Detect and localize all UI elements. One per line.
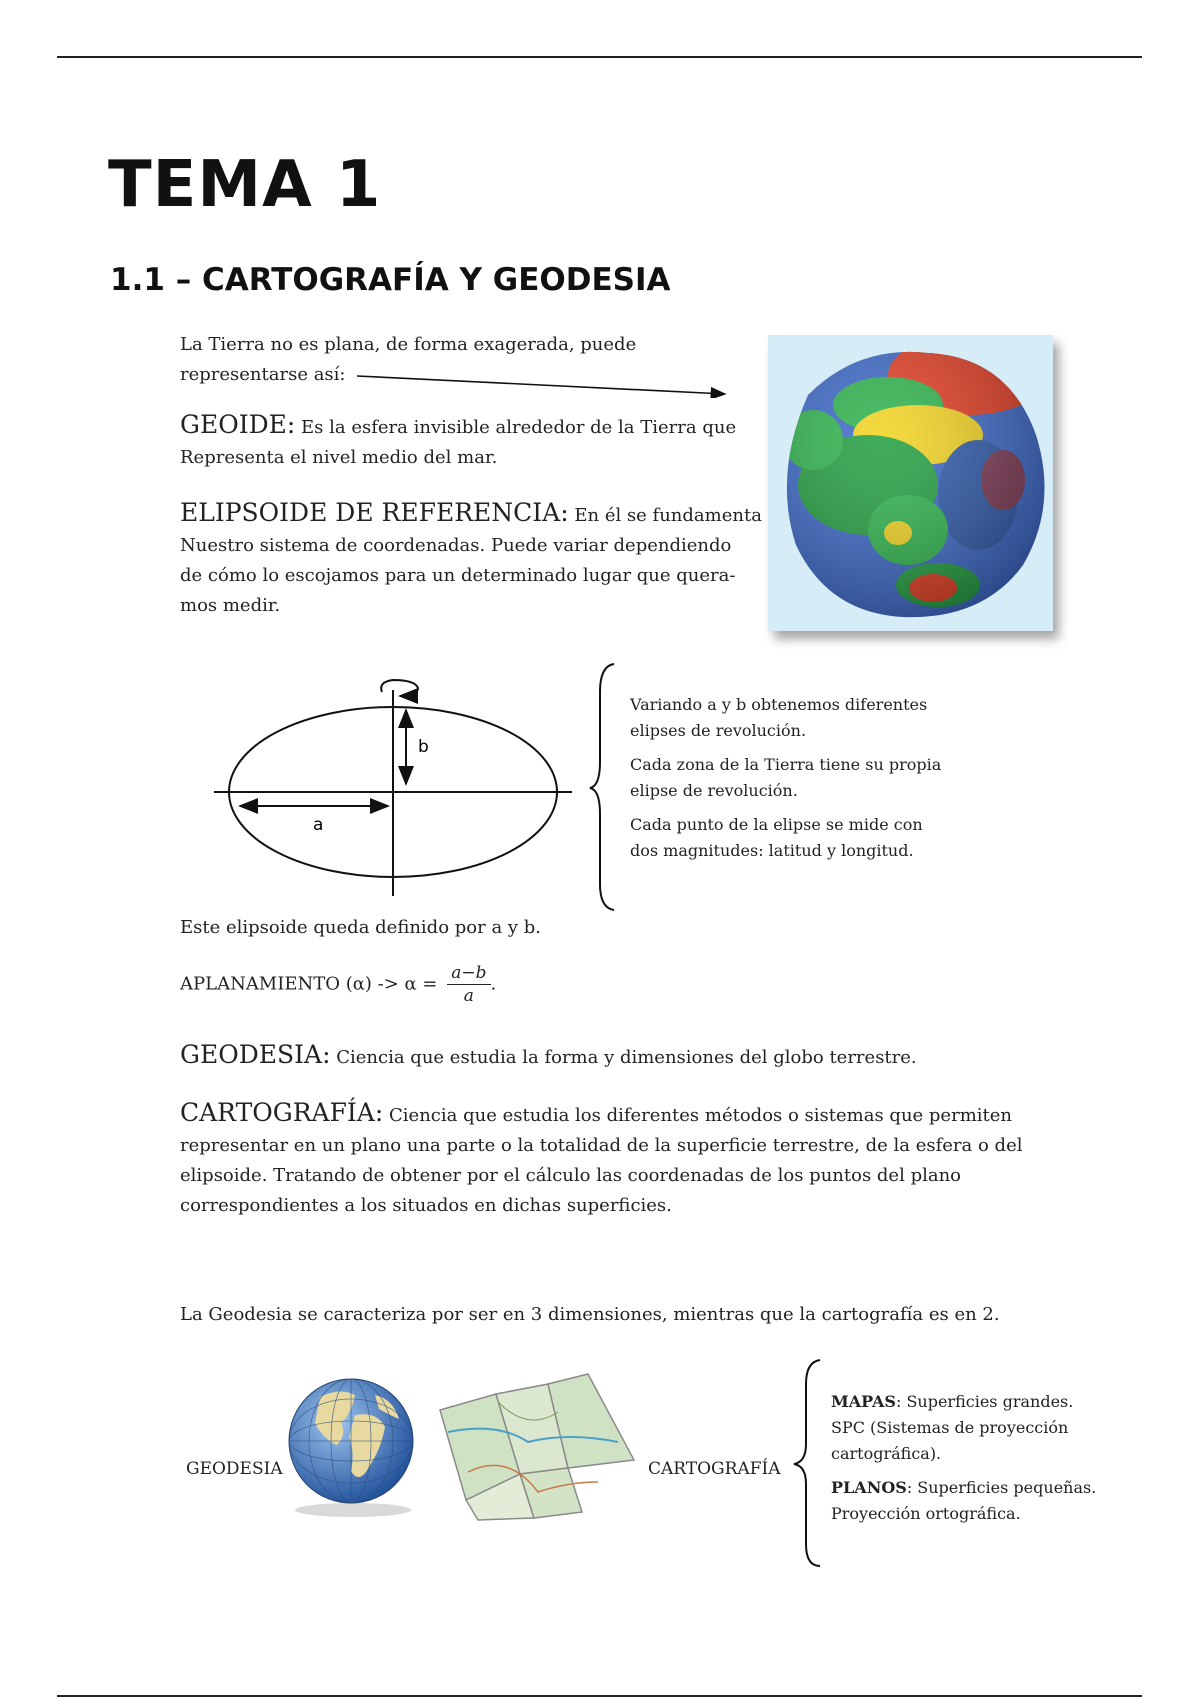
label-b: b xyxy=(418,737,429,757)
geodesia-block xyxy=(180,1040,1080,1073)
dimensiones-text: La Geodesia se caracteriza por ser en 3 dimensiones, mientras que la cartografía es en 2. xyxy=(180,1304,1000,1325)
aplanamiento-label: APLANAMIENTO (α) -> α = xyxy=(180,973,438,995)
cartografia-line-2: representar en un plano una parte o la totalidad de la superficie terrestre, de la esfera o del xyxy=(180,1135,1023,1156)
geoid-globe-icon xyxy=(768,335,1053,631)
ellipse-diagram xyxy=(210,668,585,900)
cartografia-block xyxy=(180,1098,1080,1221)
bottom-rule xyxy=(57,1695,1142,1697)
spc-line-2: cartográfica). xyxy=(831,1444,942,1463)
cartografia-label: CARTOGRAFÍA xyxy=(648,1459,781,1479)
intro-line-1: La Tierra no es plana, de forma exagerada, puede xyxy=(180,334,637,355)
intro-line-2: representarse así: xyxy=(180,364,346,385)
pointer-arrow xyxy=(355,368,735,398)
folded-map-icon xyxy=(438,1372,638,1522)
spc-line-1: SPC (Sistemas de proyección xyxy=(831,1418,1069,1437)
geodesia-label: GEODESIA xyxy=(186,1459,283,1479)
elipsoide-block xyxy=(180,498,780,621)
aplanamiento-formula xyxy=(180,962,496,1007)
note-item: Cada punto de la elipse se mide con dos magnitudes: latitud y longitud. xyxy=(630,815,923,860)
elipsoide-line-3: de cómo lo escojamos para un determinado lugar que quera- xyxy=(180,565,736,586)
top-rule xyxy=(57,56,1142,58)
note-item: Variando a y b obtenemos diferentes elipses de revolución. xyxy=(630,695,928,740)
mapas-line: MAPAS: Superficies grandes. xyxy=(831,1392,1074,1411)
definido-text: Este elipsoide queda definido por a y b. xyxy=(180,917,542,938)
cartografia-types xyxy=(831,1389,1131,1527)
note-item: Cada zona de la Tierra tiene su propia elipse de revolución. xyxy=(630,755,942,800)
geodesia-text: Ciencia que estudia la forma y dimensiones del globo terrestre. xyxy=(336,1047,917,1068)
geoide-term: GEOIDE: xyxy=(180,410,296,439)
geoide-block xyxy=(180,410,780,473)
fraction xyxy=(447,962,490,1007)
formula-period: . xyxy=(490,973,497,995)
elipsoide-line-1: En él se fundamenta xyxy=(574,505,762,526)
page-title: TEMA 1 xyxy=(108,148,382,222)
geodesia-term: GEODESIA: xyxy=(180,1040,331,1069)
cartografia-line-3: elipsoide. Tratando de obtener por el cálculo las coordenadas de los puntos del plano xyxy=(180,1165,962,1186)
geoid-image xyxy=(768,335,1053,631)
elipsoide-term: ELIPSOIDE DE REFERENCIA: xyxy=(180,498,569,527)
mapas-keyword: MAPAS xyxy=(831,1392,896,1411)
label-a: a xyxy=(313,815,324,835)
notes-list xyxy=(630,692,990,864)
cartografia-line-1: Ciencia que estudia los diferentes métodos o sistemas que permiten xyxy=(389,1105,1012,1126)
section-heading: 1.1 – CARTOGRAFÍA Y GEODESIA xyxy=(110,262,671,298)
fraction-denominator: a xyxy=(463,986,474,1006)
globe-icon xyxy=(285,1375,420,1520)
fraction-numerator: a−b xyxy=(447,962,490,985)
curly-brace xyxy=(588,662,618,912)
bottom-curly-brace xyxy=(790,1358,826,1568)
cartografia-term: CARTOGRAFÍA: xyxy=(180,1098,384,1127)
planos-keyword: PLANOS xyxy=(831,1478,907,1497)
cartografia-line-4: correspondientes a los situados en dichas superficies. xyxy=(180,1195,672,1216)
geoide-line-1: Es la esfera invisible alrededor de la Tierra que xyxy=(301,417,737,438)
geoide-line-2: Representa el nivel medio del mar. xyxy=(180,447,498,468)
elipsoide-line-2: Nuestro sistema de coordenadas. Puede variar dependiendo xyxy=(180,535,732,556)
planos-line: PLANOS: Superficies pequeñas. xyxy=(831,1478,1097,1497)
elipsoide-line-4: mos medir. xyxy=(180,595,281,616)
proyeccion-line: Proyección ortográfica. xyxy=(831,1504,1021,1523)
